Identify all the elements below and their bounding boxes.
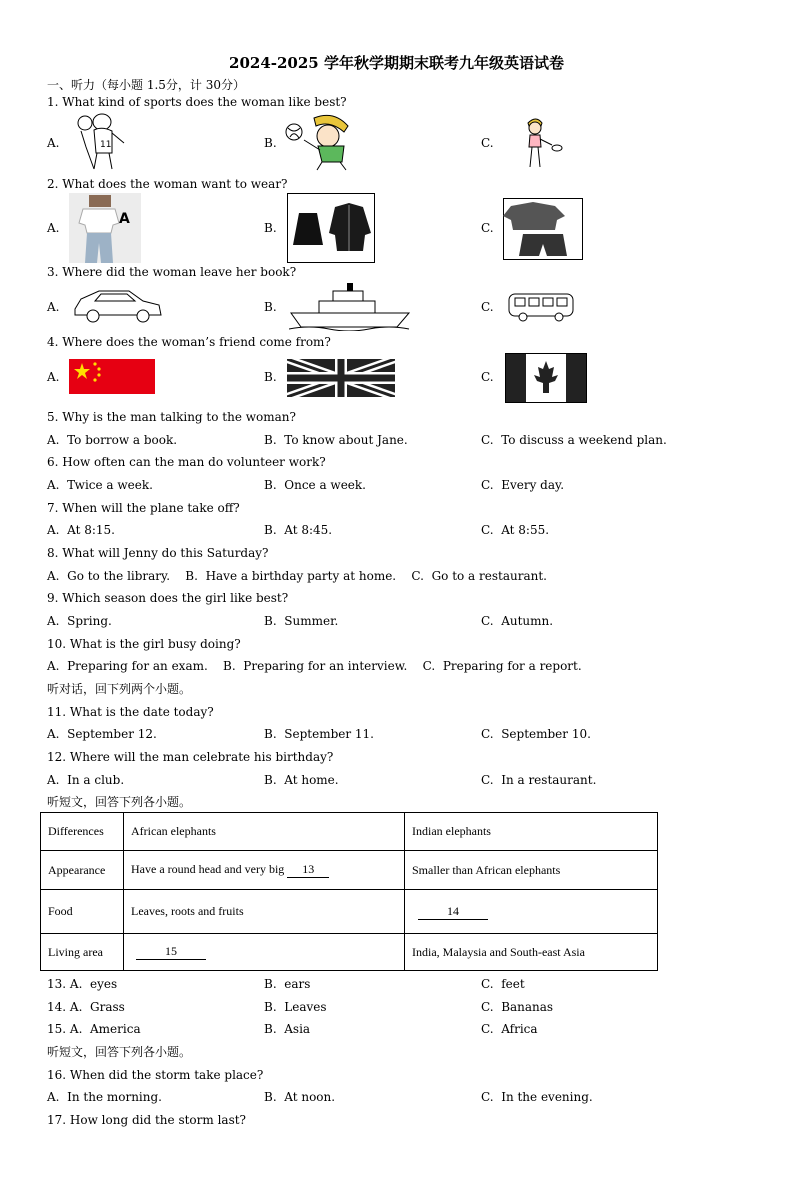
passage-instruction-2: 听短文，回答下列各小题。 xyxy=(47,1045,192,1059)
question-9-stem: 9. Which season does the girl like best? xyxy=(47,591,289,605)
question-9-option-b: B. Summer. xyxy=(264,614,339,628)
table-cell: India, Malaysia and South-east Asia xyxy=(405,934,658,971)
skirt-and-jacket-image xyxy=(287,193,375,263)
question-10-stem: 10. What is the girl busy doing? xyxy=(47,637,241,651)
question-6-option-b: B. Once a week. xyxy=(264,478,366,492)
question-5-option-a: A. To borrow a book. xyxy=(47,433,178,447)
question-6-option-c: C. Every day. xyxy=(481,478,565,492)
question-10-options: A. Preparing for an exam. B. Preparing for an interview. C. Preparing for a report. xyxy=(47,659,582,673)
question-8-options: A. Go to the library. B. Have a birthday party at home. C. Go to a restaurant. xyxy=(47,569,547,583)
question-4-stem: 4. Where does the woman’s friend come from? xyxy=(47,335,331,349)
question-4-option-c: C. xyxy=(481,370,494,384)
question-11-option-b: B. September 11. xyxy=(264,727,374,741)
table-cell xyxy=(124,851,405,890)
answer-blank-13: 13 xyxy=(287,862,329,878)
svg-text:11: 11 xyxy=(100,140,112,150)
question-8-stem: 8. What will Jenny do this Saturday? xyxy=(47,546,269,560)
elephant-comparison-table xyxy=(40,812,658,971)
question-6-stem: 6. How often can the man do volunteer work? xyxy=(47,455,326,469)
question-7-option-b: B. At 8:45. xyxy=(264,523,333,537)
question-9-option-c: C. Autumn. xyxy=(481,614,554,628)
question-5-option-b: B. To know about Jane. xyxy=(264,433,408,447)
question-16-option-b: B. At noon. xyxy=(264,1090,336,1104)
table-cell: Living area xyxy=(41,934,124,971)
question-14-option-b: B. Leaves xyxy=(264,1000,327,1014)
badminton-girl-image xyxy=(520,115,570,173)
question-17-stem: 17. How long did the storm last? xyxy=(47,1113,246,1127)
question-1-option-a: A. xyxy=(47,136,60,150)
ship-image xyxy=(289,281,411,331)
table-row xyxy=(41,813,658,851)
car-image xyxy=(71,287,163,325)
question-3-stem: 3. Where did the woman leave her book? xyxy=(47,265,297,279)
table-cell: Leaves, roots and fruits xyxy=(124,890,405,934)
question-2-stem: 2. What does the woman want to wear? xyxy=(47,177,288,191)
question-3-option-b: B. xyxy=(264,300,277,314)
question-1-stem: 1. What kind of sports does the woman like best? xyxy=(47,95,347,109)
question-13-option-b: B. ears xyxy=(264,977,311,991)
question-5-stem: 5. Why is the man talking to the woman? xyxy=(47,410,296,424)
question-14-option-c: C. Bananas xyxy=(481,1000,554,1014)
bus-image xyxy=(507,292,577,324)
question-5-option-c: C. To discuss a weekend plan. xyxy=(481,433,667,447)
question-7-option-c: C. At 8:55. xyxy=(481,523,550,537)
answer-blank-14: 14 xyxy=(418,904,488,920)
question-13-option-c: C. feet xyxy=(481,977,525,991)
question-16-option-c: C. In the evening. xyxy=(481,1090,593,1104)
question-6-option-a: A. Twice a week. xyxy=(47,478,153,492)
table-cell: African elephants xyxy=(124,813,405,851)
table-cell xyxy=(124,934,405,971)
question-15-option-b: B. Asia xyxy=(264,1022,311,1036)
section-heading: 一、听力（每小题 1.5分，计 30分） xyxy=(47,78,245,92)
question-12-option-a: A. In a club. xyxy=(47,773,125,787)
dialogue-instruction: 听对话，回下列两个小题。 xyxy=(47,682,192,696)
answer-blank-15: 15 xyxy=(136,944,206,960)
question-1-option-b: B. xyxy=(264,136,277,150)
basketball-player-image xyxy=(72,113,132,171)
table-row xyxy=(41,851,658,890)
question-4-option-b: B. xyxy=(264,370,277,384)
table-cell: Indian elephants xyxy=(405,813,658,851)
canada-flag-image xyxy=(505,353,587,403)
question-7-stem: 7. When will the plane take off? xyxy=(47,501,240,515)
question-16-option-a: A. In the morning. xyxy=(47,1090,162,1104)
tshirt-jeans-photo xyxy=(69,193,141,263)
china-flag-image xyxy=(69,359,155,394)
question-2-option-a: A. xyxy=(47,221,60,235)
table-row xyxy=(41,890,658,934)
uk-flag-image xyxy=(287,359,395,397)
question-16-stem: 16. When did the storm take place? xyxy=(47,1068,264,1082)
question-11-option-c: C. September 10. xyxy=(481,727,591,741)
question-15-option-c: C. Africa xyxy=(481,1022,538,1036)
question-7-option-a: A. At 8:15. xyxy=(47,523,115,537)
question-12-option-b: B. At home. xyxy=(264,773,339,787)
table-cell: Appearance xyxy=(41,851,124,890)
question-2-option-b: B. xyxy=(264,221,277,235)
question-12-stem: 12. Where will the man celebrate his birthday? xyxy=(47,750,334,764)
passage-instruction-1: 听短文，回答下列各小题。 xyxy=(47,795,192,809)
svg-text:A: A xyxy=(119,211,130,227)
exam-title: 2024-2025 学年秋学期期末联考九年级英语试卷 xyxy=(229,54,564,72)
table-cell xyxy=(405,890,658,934)
question-3-option-c: C. xyxy=(481,300,494,314)
question-15-option-a: 15. A. America xyxy=(47,1022,141,1036)
question-13-option-a: 13. A. eyes xyxy=(47,977,118,991)
question-11-option-a: A. September 12. xyxy=(47,727,157,741)
volleyball-girl-image xyxy=(284,112,354,172)
question-11-stem: 11. What is the date today? xyxy=(47,705,214,719)
question-4-option-a: A. xyxy=(47,370,60,384)
table-cell-text: Have a round head and very big xyxy=(131,862,288,876)
question-2-option-c: C. xyxy=(481,221,494,235)
table-cell: Smaller than African elephants xyxy=(405,851,658,890)
shirt-and-shorts-image xyxy=(503,198,583,260)
table-cell: Food xyxy=(41,890,124,934)
question-14-option-a: 14. A. Grass xyxy=(47,1000,125,1014)
question-1-option-c: C. xyxy=(481,136,494,150)
question-3-option-a: A. xyxy=(47,300,60,314)
question-9-option-a: A. Spring. xyxy=(47,614,112,628)
question-12-option-c: C. In a restaurant. xyxy=(481,773,597,787)
table-row xyxy=(41,934,658,971)
table-cell: Differences xyxy=(41,813,124,851)
